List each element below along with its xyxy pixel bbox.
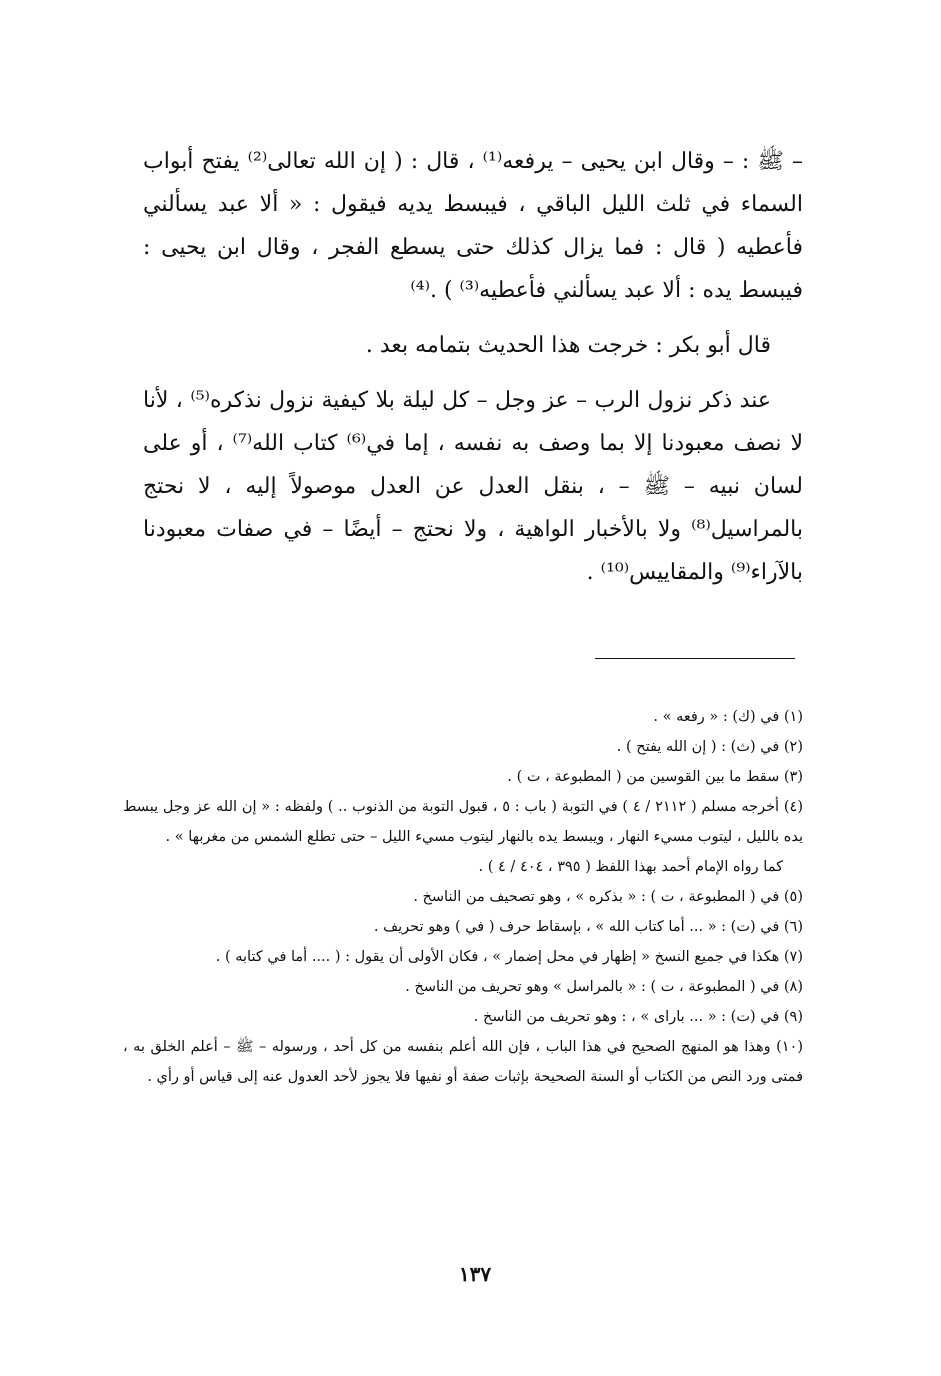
page-number: ١٣٧ xyxy=(458,1262,492,1286)
main-text xyxy=(143,140,803,606)
footnote: (٦) في (ت) : « ... أما كتاب الله » ، بإسقاط حرف ( في ) وهو تحريف . xyxy=(373,919,803,935)
footnote-separator xyxy=(595,658,795,659)
main-paragraph: – ﷺ : – وقال ابن يحيى – يرفعه⁽¹⁾ ، قال : ( إن الله تعالى⁽²⁾ يفتح أبواب السماء في ثلث الليل الباقي ، فيبسط يديه فيقول : « ألا عبد يسألني فأعطيه ( قال : فما يزال كذلك حتى يسطع الفجر ، وقال ابن يحيى : فيبسط يده : ألا عبد يسألني فأعطيه⁽³⁾ ) .⁽⁴⁾ xyxy=(143,149,804,303)
footnote: (٨) في ( المطبوعة ، ت ) : « بالمراسل » وهو تحريف من الناسخ . xyxy=(405,979,803,995)
footnote: (١٠) وهذا هو المنهج الصحيح في هذا الباب ، فإن الله أعلم بنفسه من كل أحد ، ورسوله – ﷺ – أعلم الخلق به ، فمتى ورد النص من الكتاب أو السنة الصحيحة بإثبات صفة أو نفيها فلا يجوز لأحد العدول عنه إلى قياس أو رأي . xyxy=(123,1039,803,1085)
footnote: (٤) أخرجه مسلم ( ٢١١٢ / ٤ ) في التوبة ( باب : ٥ ، قبول التوبة من الذنوب .. ) ولفظه : « إن الله عز وجل يبسط يده بالليل ، ليتوب مسيء النهار ، ويبسط يده بالنهار ليتوب مسيء الليل – حتى تطلع الشمس من مغربها » . xyxy=(123,799,803,845)
footnote: (٧) هكذا في جميع النسخ « إظهار في محل إضمار » ، فكان الأولى أن يقول : ( .... أما في كتابه ) . xyxy=(215,949,803,965)
footnote: (١) في (ك) : « رفعه » . xyxy=(653,709,803,725)
footnote: كما رواه الإمام أحمد بهذا اللفظ ( ٣٩٥ ، ٤٠٤ / ٤ ) . xyxy=(478,859,783,875)
footnotes xyxy=(123,702,803,1092)
footnote: (٥) في ( المطبوعة ، ت ) : « بذكره » ، وهو تصحيف من الناسخ . xyxy=(413,889,803,905)
main-paragraph: قال أبو بكر : خرجت هذا الحديث بتمامه بعد . xyxy=(365,333,771,358)
footnote: (٢) في (ث) : ( إن الله يفتح ) . xyxy=(616,739,803,755)
main-paragraph: عند ذكر نزول الرب – عز وجل – كل ليلة بلا كيفية نزول نذكره⁽⁵⁾ ، لأنا لا نصف معبودنا إلا بما وصف به نفسه ، إما في⁽⁶⁾ كتاب الله⁽⁷⁾ ، أو على لسان نبيه – ﷺ – ، بنقل العدل عن العدل موصولاً إليه ، لا نحتج بالمراسيل⁽⁸⁾ ولا بالأخبار الواهية ، ولا نحتج – أيضًا – في صفات معبودنا بالآراء⁽⁹⁾ والمقاييس⁽¹⁰⁾ . xyxy=(143,388,804,585)
footnote: (٩) في (ت) : « ... باراى » ، : وهو تحريف من الناسخ . xyxy=(473,1009,803,1025)
footnote: (٣) سقط ما بين القوسين من ( المطبوعة ، ت ) . xyxy=(507,769,803,785)
